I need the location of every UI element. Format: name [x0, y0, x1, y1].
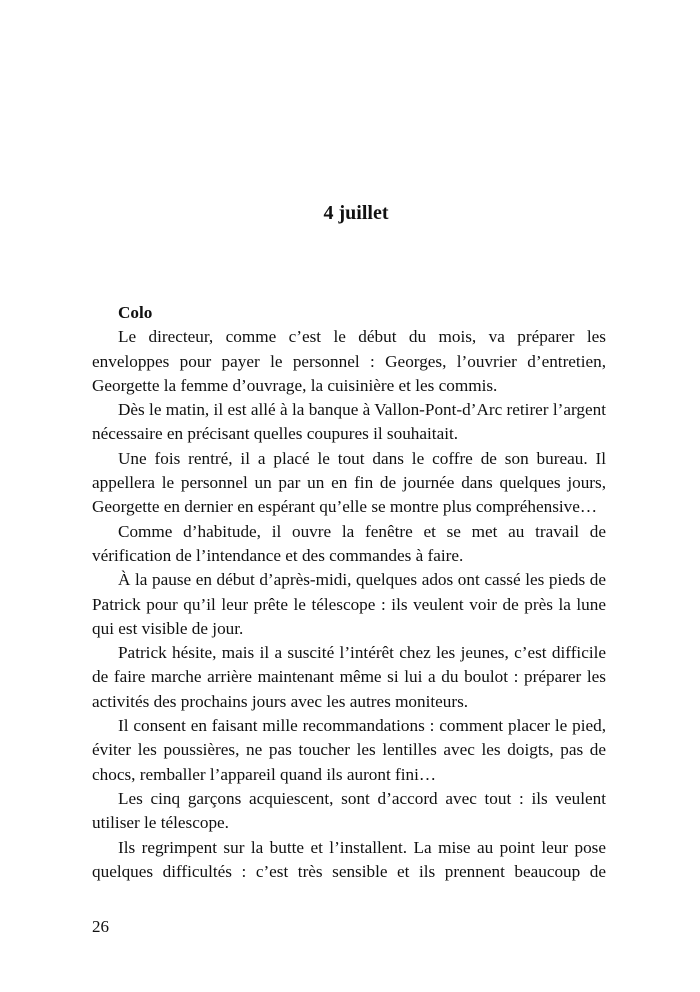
- paragraph: Les cinq garçons acquiescent, sont d’accord avec tout : ils veulent utiliser le télescope.: [92, 788, 606, 833]
- paragraph: Il consent en faisant mille recommandations : comment placer le pied, éviter les poussières, ne pas toucher les lentilles avec les doigts, pas de chocs, remballer l’appareil quand ils auront fini…: [92, 716, 606, 784]
- chapter-title: 4 juillet: [323, 202, 389, 224]
- paragraph: Ils regrimpent sur la butte et l’installent. La mise au point leur pose quelques difficultés : c’est très sensible et ils prennent beaucoup de: [92, 837, 606, 881]
- paragraph: Dès le matin, il est allé à la banque à Vallon-Pont-d’Arc retirer l’argent nécessaire en précisant quelles coupures il souhaitait.: [92, 400, 606, 444]
- page-number: 26: [92, 917, 109, 936]
- paragraph: Comme d’habitude, il ouvre la fenêtre et se met au travail de vérification de l’intendance et des commandes à faire.: [92, 521, 606, 565]
- body-text: [92, 301, 606, 884]
- section-heading: Colo: [118, 303, 153, 322]
- paragraph: Une fois rentré, il a placé le tout dans le coffre de son bureau. Il appellera le personnel un par un en fin de journée dans quelques jours, Georgette en dernier en espérant qu’elle se montre plus compréhensive…: [92, 448, 606, 517]
- paragraph: Patrick hésite, mais il a suscité l’intérêt chez les jeunes, c’est difficile de faire marche arrière maintenant même si lui a du boulot : préparer les activités des prochains jours avec les autres moniteurs.: [92, 643, 606, 711]
- paragraph: Le directeur, comme c’est le début du mois, va préparer les enveloppes pour payer le personnel : Georges, l’ouvrier d’entretien, Georgette la femme d’ouvrage, la cuisinière et les commis.: [92, 327, 606, 395]
- paragraph: À la pause en début d’après-midi, quelques ados ont cassé les pieds de Patrick pour qu’il leur prête le télescope : ils veulent voir de près la lune qui est visible de jour.: [92, 570, 606, 638]
